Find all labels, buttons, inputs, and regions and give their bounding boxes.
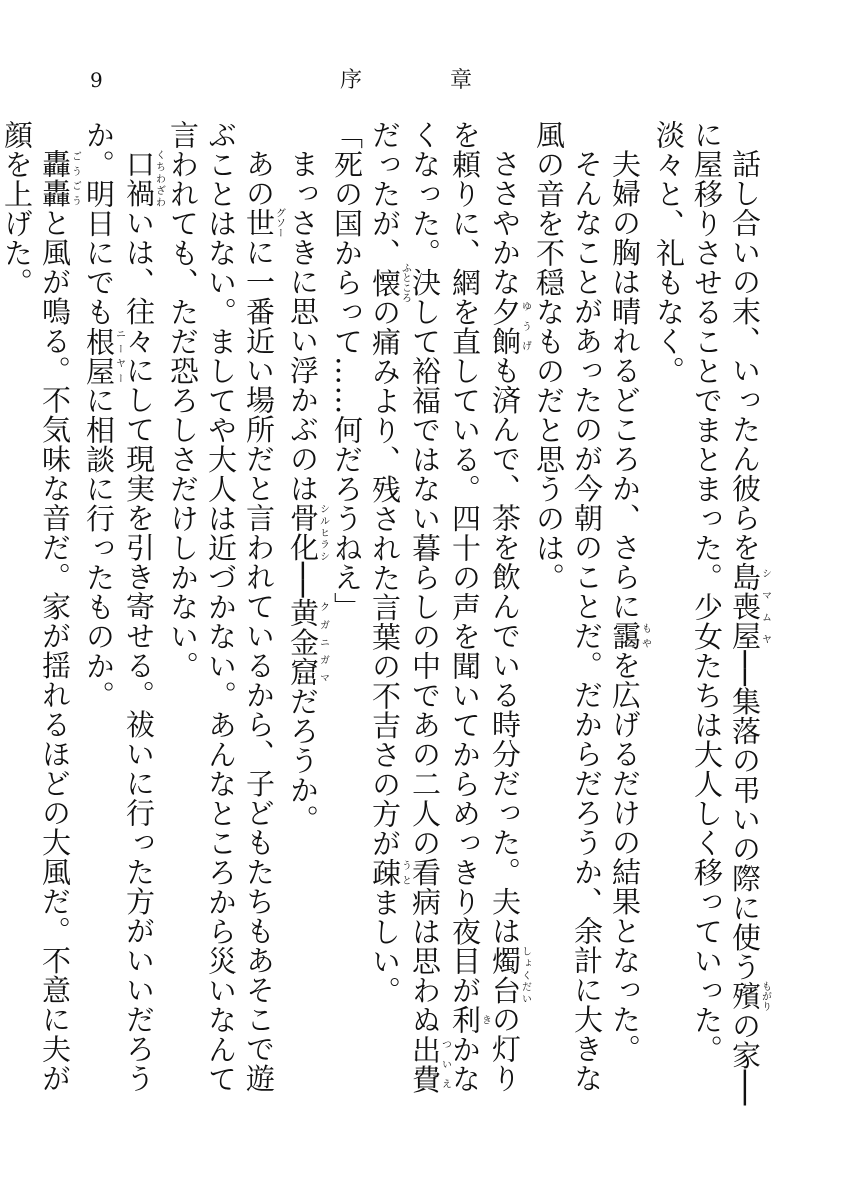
text-run: ささやかな <box>488 149 522 297</box>
text-run: を広げるだけの結果となった。 <box>608 650 642 1064</box>
furigana-word: 疎うと <box>368 858 411 888</box>
text-run: も済んで、茶を飲んでいる時分だった。夫は <box>488 355 522 946</box>
text-run: ましい。 <box>368 887 402 1006</box>
text-run: かなくなった。決して裕福ではない暮らしの中であの二人の看病は思わぬ <box>408 120 482 1094</box>
text-run: あの <box>242 149 276 208</box>
text-run: 「死の国からって……何だろうねえ」 <box>330 120 364 622</box>
chapter-title: 序章 <box>340 68 561 93</box>
text-run: 夫婦の胸は晴れるどころか、さらに <box>608 149 642 621</box>
furigana-word: 世グソー <box>242 207 285 238</box>
text-run: の家──に屋移りさせることでまとまった。少女たちは大人しく移っていった。淡々と、礼もなく。 <box>652 120 762 1106</box>
text-run: ── <box>286 562 320 598</box>
text-run: まっさきに思い浮かぶのは <box>286 149 320 503</box>
furigana-word: 轟轟ごうごう <box>38 149 81 208</box>
page-number: 9 <box>90 68 103 92</box>
narrative-paragraph <box>0 120 80 1120</box>
text-run: いは、往々にして現実を引き寄せる。祓いに行った方がいいだろうか。明日にでも <box>82 120 156 1093</box>
furigana-word: 黄金窟クガニガマ <box>286 597 329 687</box>
narrative-paragraph <box>80 120 164 1120</box>
narrative-paragraph <box>650 120 770 1120</box>
dialogue-paragraph <box>328 120 366 1120</box>
text-run: と風が鳴る。不気味な音だ。家が揺れるほどの大風だ。不意に夫が顔を上げた。 <box>0 120 72 1093</box>
furigana-word: 出費ついえ <box>408 1034 451 1094</box>
text-run: 話し合いの末、いったん彼らを <box>728 149 762 562</box>
furigana-word: 夕餉ゆうげ <box>488 296 531 356</box>
text-run: そんなことがあったのが今朝のことだ。だからだろうか、余計に大きな風の音を不穏なものだと思うのは。 <box>532 120 604 1093</box>
furigana-word: 口禍くちわざわ <box>122 149 165 208</box>
furigana-word: 燭台しょくだい <box>488 945 531 1005</box>
text-run: に一番近い場所だと言われているから、子どもたちもあそこで遊ぶことはない。ましてや大人は近づかない。あんなところから災いなんて言われても、ただ恐ろしさだけしかない。 <box>166 120 276 1094</box>
furigana-word: 懐ふところ <box>368 262 411 303</box>
narrative-paragraph <box>284 120 328 1120</box>
text-run: だったが、 <box>368 120 402 268</box>
body-text <box>0 120 771 1120</box>
furigana-word: 靄もや <box>608 621 651 651</box>
furigana-word: 骨化シルヒラシ <box>286 503 329 562</box>
furigana-word: 利き <box>448 1005 491 1035</box>
text-run: の灯りを頼りに、網を直している。四十の声を聞いてからめっきり夜目が <box>448 120 522 1093</box>
text-run: だろうか。 <box>286 686 320 834</box>
furigana-word: 島喪屋シマムヤ <box>728 562 771 651</box>
narrative-paragraph <box>606 120 650 1120</box>
furigana-word: 殯もがり <box>728 981 771 1012</box>
narrative-paragraph <box>530 120 606 1120</box>
text-run: に相談に行ったものか。 <box>82 385 116 710</box>
narrative-paragraph <box>366 120 530 1120</box>
narrative-paragraph <box>164 120 284 1120</box>
text-run: ──集落の弔いの際に使う <box>728 650 762 982</box>
text-run: の痛みより、残された言葉の不吉さの方が <box>368 297 402 858</box>
furigana-word: 根屋ニーヤー <box>82 326 125 386</box>
